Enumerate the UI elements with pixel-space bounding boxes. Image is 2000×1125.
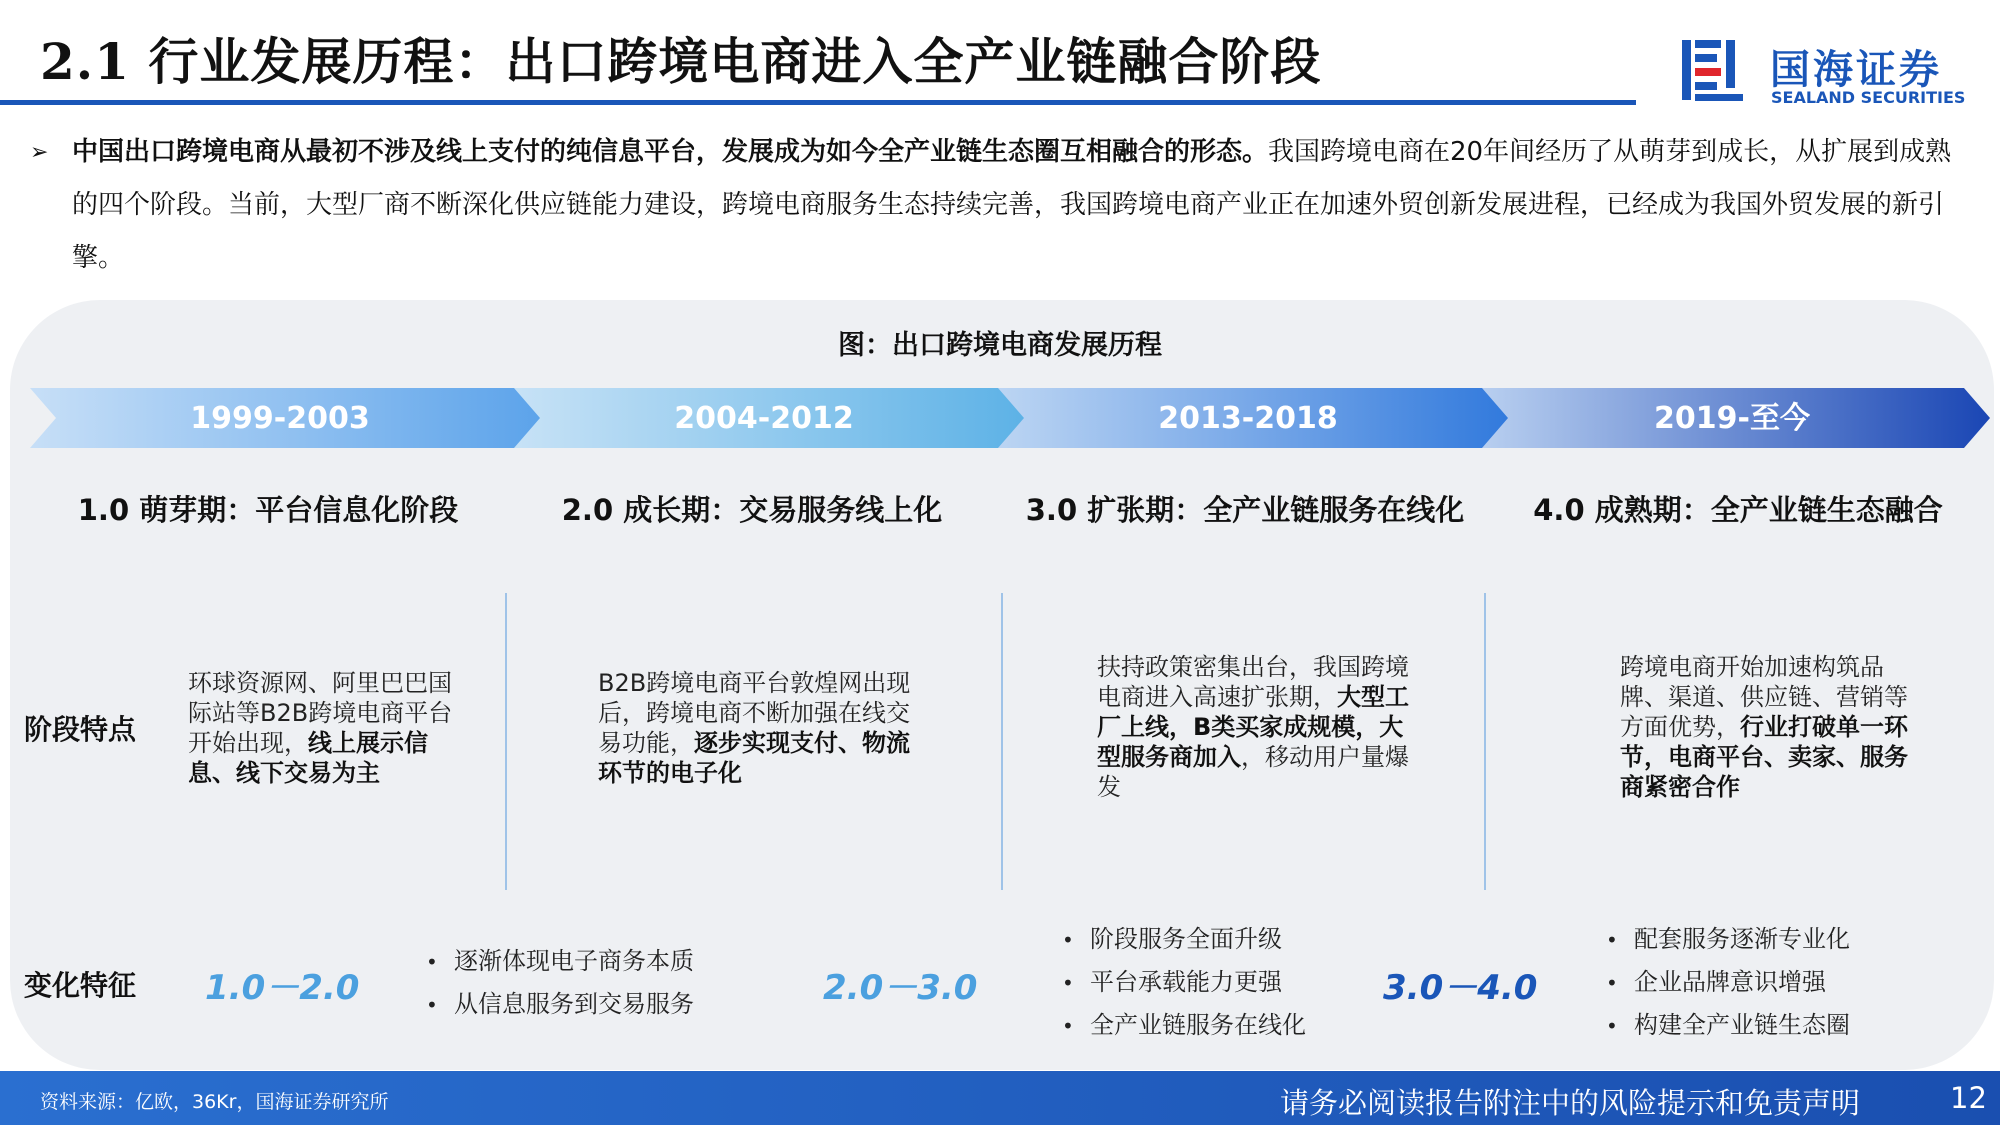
title-divider xyxy=(0,100,1636,105)
bullet-dot-icon: • xyxy=(426,950,438,974)
list-item: • 构建全产业链生态圈 xyxy=(1606,1004,1850,1047)
stage-heading-1: 1.0 萌芽期：平台信息化阶段 xyxy=(77,493,459,527)
arrow-bullet-icon: ➢ xyxy=(30,140,49,165)
bullet-dot-icon: • xyxy=(1062,1014,1074,1038)
intro-text: 我国跨境电商在20年间经历了从萌芽到成长，从扩展到成熟的四个阶段。当前，大型厂商不断深化供应链能力建设，跨境电商服务生态持续完善，我国跨境电商产业正在加速外贸创新发展进程，已经成为我国外贸发展的新引擎。 xyxy=(72,137,1952,273)
column-divider xyxy=(1484,593,1486,890)
bullet-dot-icon: • xyxy=(1606,971,1618,995)
sealand-logo-icon xyxy=(1680,36,1746,106)
list-item: • 企业品牌意识增强 xyxy=(1606,961,1850,1004)
list-item: • 阶段服务全面升级 xyxy=(1062,918,1306,961)
list-item: • 配套服务逐渐专业化 xyxy=(1606,918,1850,961)
bullet-dot-icon: • xyxy=(426,993,438,1017)
period-arrow-1 xyxy=(30,388,550,448)
figure-title: 图：出口跨境电商发展历程 xyxy=(838,330,1162,361)
change-list-1 xyxy=(426,940,694,1026)
period-arrow-3 xyxy=(998,388,1518,448)
intro-paragraph xyxy=(30,126,1960,285)
period-label: 2013-2018 xyxy=(1158,401,1338,436)
period-arrow-4 xyxy=(1482,388,2000,448)
stage-feature-3: 扶持政策密集出台，我国跨境电商进入高速扩张期，大型工厂上线，B类买家成规模，大型服务商加入，移动用户量爆发 xyxy=(1097,653,1409,801)
list-item: • 平台承载能力更强 xyxy=(1062,961,1306,1004)
period-arrow-2 xyxy=(514,388,1034,448)
transition-label-2: 2.0－3.0 xyxy=(823,968,978,1008)
disclaimer-text: 请务必阅读报告附注中的风险提示和免责声明 xyxy=(1280,1086,1861,1120)
intro-bold-text: 中国出口跨境电商从最初不涉及线上支付的纯信息平台，发展成为如今全产业链生态圈互相融合的形态。 xyxy=(72,137,1269,167)
period-label: 2004-2012 xyxy=(674,401,854,436)
source-note: 资料来源：亿欧，36Kr，国海证券研究所 xyxy=(40,1091,389,1113)
list-item: • 全产业链服务在线化 xyxy=(1062,1004,1306,1047)
stage-heading-4: 4.0 成熟期：全产业链生态融合 xyxy=(1533,493,1943,527)
stage-feature-1: 环球资源网、阿里巴巴国际站等B2B跨境电商平台开始出现，线上展示信息、线下交易为主 xyxy=(188,669,453,787)
column-divider xyxy=(505,593,507,890)
stage-heading-3: 3.0 扩张期：全产业链服务在线化 xyxy=(1025,493,1465,527)
change-list-2 xyxy=(1062,918,1306,1047)
page-number: 12 xyxy=(1950,1081,1987,1115)
company-logo xyxy=(1680,36,1980,108)
page-title: 2.1 行业发展历程：出口跨境电商进入全产业链融合阶段 xyxy=(40,32,1322,91)
bullet-dot-icon: • xyxy=(1606,928,1618,952)
column-divider xyxy=(1001,593,1003,890)
transition-label-1: 1.0－2.0 xyxy=(205,968,360,1008)
logo-english-name: SEALAND SECURITIES xyxy=(1771,88,1966,107)
row-label-changes: 变化特征 xyxy=(24,969,137,1002)
period-label: 1999-2003 xyxy=(190,401,370,436)
transition-label-3: 3.0－4.0 xyxy=(1383,968,1538,1008)
list-item: • 逐渐体现电子商务本质 xyxy=(426,940,694,983)
period-label: 2019-至今 xyxy=(1654,401,1810,436)
change-list-3 xyxy=(1606,918,1850,1047)
stage-feature-4: 跨境电商开始加速构筑品牌、渠道、供应链、营销等方面优势，行业打破单一环节，电商平台、卖家、服务商紧密合作 xyxy=(1620,653,1908,801)
bullet-dot-icon: • xyxy=(1062,971,1074,995)
stage-feature-2: B2B跨境电商平台敦煌网出现后，跨境电商不断加强在线交易功能，逐步实现支付、物流环节的电子化 xyxy=(598,669,911,787)
bullet-dot-icon: • xyxy=(1606,1014,1618,1038)
logo-chinese-name: 国海证券 xyxy=(1770,47,1942,93)
bullet-dot-icon: • xyxy=(1062,928,1074,952)
list-item: • 从信息服务到交易服务 xyxy=(426,983,694,1026)
row-label-features: 阶段特点 xyxy=(24,713,137,746)
stage-heading-2: 2.0 成长期：交易服务线上化 xyxy=(561,493,943,527)
